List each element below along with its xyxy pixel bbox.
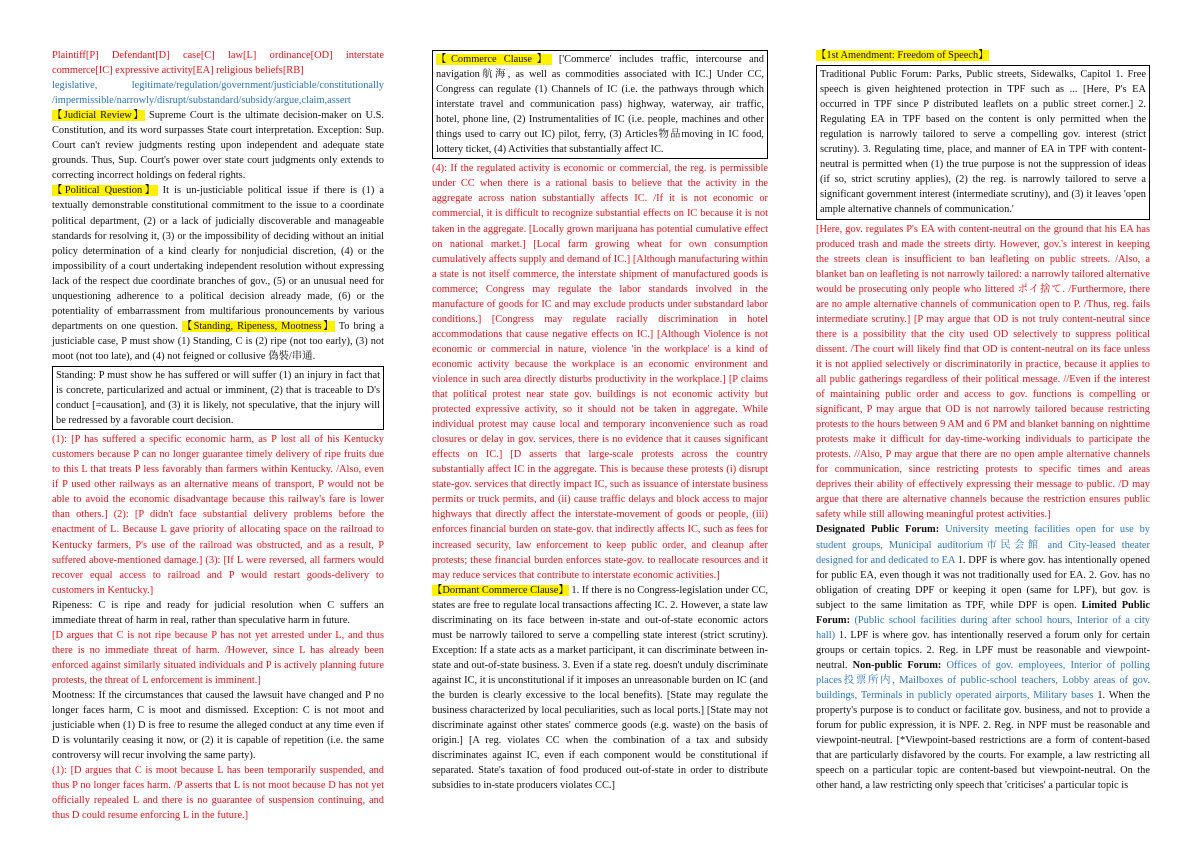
political-question-text: It is un-justiciable political issue if there is (1) a textually demonstrable constitutional commitment to the issue to a coordinate political department, (2) or a lack of judicially discoverable and manageable standards for resolving it, (3) or the impossibility of deciding without an initial policy determination of a kind clearly for nonjudicial discretion, (4) or the impossibility of a court undertaking independent resolution without expressing lack of the respect due coordinate branches of gov., (5) or an unusual need for unquestioning adherence to a political decision already made, (6) or the potentiality of embarrassment from multifarious pronouncements by various departments on one question. [52,185,384,332]
lpf-text: 1. LPF is where gov. has intentionally reserved a forum only for certain groups or certain topics. 2. Reg. in LPF must be reasonable and viewpoint-neutral. [816,629,1150,671]
npf-examples: Offices of gov. employees, Interior of polling places投票所内, Mailboxes of public-school teachers, Lobby areas of gov. buildings, Terminals in publicly operated airports, Military bases [816,659,1150,701]
column-1 [52,48,384,823]
tpf-box: Traditional Public Forum: Parks, Public streets, Sidewalks, Capitol 1. Free speech is given heightened protection in TPF such as ... [Here, P's EA occurred in TPF since P distributed leaflets on a public street corner.] 2. Regulating EA in TPF based on the content is only permitted when the regulation is narrowly tailored to serve a compelling gov. interest (strict scrutiny). 3. Regulating time, place, and manner of EA in TPF with content-neutral is permitted when (1) the true purpose is not the suppression of ideas (if so, strict scrutiny applies), (2) the reg. is narrowly tailored to serve a significant government interest (intermediate scrutiny), and (3) it leaves 'open ample alternative channels of communication.' [816,65,1150,219]
standing-title: 【Standing, Ripeness, Mootness】 [181,320,335,332]
column-2 [432,48,768,793]
standing-text: To bring a justiciable case, P must show (1) Standing, C is (2) ripe (not too early), (3) not moot (not too late), and (4) not feigned or collusive 偽裝/串通. [52,320,384,362]
dpf-title: Designated Public Forum: [816,524,940,536]
npf-title: Non-public Forum: [852,659,942,671]
mootness-text: Mootness: If the circumstances that caused the lawsuit have changed and P no longer faces harm, C is moot and dismissed. Exception: C is not moot and justiciable when (1) D is free to resume the alleged conduct at any time even if D is voluntarily ceasing it now, or (2) it is capable of repetition (i.e. the same controversy will recur involving the same party). [52,689,384,762]
legend-red: Plaintiff[P] Defendant[D] case[C] law[L] ordinance[OD] interstate commerce[IC] expressive activity[EA] religious beliefs[RB] [52,50,384,77]
judicial-review-text: Supreme Court is the ultimate decision-maker on U.S. Constitution, and its word surpasses State court interpretation. Exception: Sup. Court can't review judgments resting upon independent and adequate state grounds. Thus, Sup. Court's power over state court judgments only extends to correcting incorrect holdings on federal rights. [52,110,384,182]
political-question-paragraph [52,183,384,364]
commerce-analysis: (4): If the regulated activity is economic or commercial, the reg. is permissible under CC when there is a rational basis to believe that the activity in the aggregate across nation substantially affects IC. /If it is not economic or commercial, it is difficult to recognize substantial effects on IC because it is not taken in the aggregate. [Locally grown marijuana has potential cumulative effect on national market.] [Local farm growing wheat for own consumption cumulatively affects supply and demand of IC.] [Although manufacturing within a state is not itself commerce, the interstate shipment of manufactured goods is commerce; Congress may regulate the labor standards involved in the manufacture of goods for IC and may exclude products under substandard labor conditions.] [Congress may regulate racially discrimination in hotel accommodations that cause negative effects on IC.] [Although Violence is not economic or commercial in nature, violence 'in the workplace' is a kind of economic activity because the workplace is an economic environment and violence in such area directly disturbs productivity in the workplace.] [P claims that political protest near state gov. buildings is not economic activity but protected expressive activity, so it should not be taken in aggregate. While individual protest may cause local and temporary inconvenience such as road closures or delay in gov. services, there is no evidence that it causes significant effects on IC.] [D asserts that large-scale protests across the country substantially affect IC in the aggregate. This is because these protests (i) disrupt state-gov. services that directly impact IC, such as issuance of interstate business permits or truck permits, and (ii) cause traffic delays and block access to major highways that directly affect the interstate-movement of goods or people, (iii) enforces financial burden on state-gov. that indirectly affects IC, such as fees for increased security, law enforcement to keep public order, and cleanup after protests; these financial burden enforces state-gov. to reallocate resources and it may reduce services that contribute to interstate economic activities.] [432,163,768,581]
lpf-title: Limited Public Forum: [816,599,1150,626]
political-question-title: 【Political Question】 [52,185,158,197]
column-3 [816,48,1150,793]
commerce-box [432,50,768,159]
commerce-text: ['Commerce' includes traffic, intercourse and navigation航海, as well as commodities associated with IC.] Under CC, Congress can regulate (1) Channels of IC (i.e. the pathways through which interstate travel and communication pass) highway, waterway, air traffic, hotel, phone line, (2) Instrumentalities of IC (i.e. people, machines and other things used to carry out IC) pilot, ferry, (3) Articles物品moving in IC food, lottery ticket, (4) Activities that substantially affect IC. [436,54,764,156]
standing-box: Standing: P must show he has suffered or will suffer (1) an injury in fact that is concrete, particularized and actual or imminent, (2) that is traceable to D's conduct [=causation], and (3) it is likely, not speculative, that the injury will be redressed by a favorable court decision. [52,366,384,430]
npf-text: 1. When the property's purpose is to conduct or facilitate gov. business, and not to provide a forum for public expression, it is NPF. 2. Reg. in NPF must be reasonable and viewpoint-neutral. [*Viewpoint-based restrictions are a form of content-based that are particularly disfavored by the courts. For example, a law restricting all speech on a particular topic are content-based but viewpoint-neutral. On the other hand, a law restricting only speech that 'criticises' a particular topic is [816,689,1150,792]
lpf-examples: (Public school facilities during after school hours, Interior of a city hall) [816,614,1150,641]
ripeness-text: Ripeness: C is ripe and ready for judicial resolution when C suffers an immediate threat of harm in real, rather than speculative harm in future. [52,599,384,626]
tpf-analysis: [Here, gov. regulates P's EA with content-neutral on the ground that his EA has produced trash and made the streets dirty. However, gov.'s interest in keeping the streets clean is insufficient to ban leafleting on public streets. /Also, a blanket ban on leafleting is not narrowly tailored: a narrowly tailored alternative would be prosecuting only people who littered ポイ捨て. /Furthermore, there are no ample alternative channels of communication open to P. /Thus, reg. fails intermediate scrutiny.] [P may argue that OD is not truly content-neutral since there is a possibility that the city used OD selectively to suppress political dissent. /The court will likely find that OD is content-neutral on its face unless it is not applied selectively or discriminatorily in practice, because it applies to all public gatherings regardless of their political message. //Even if the interest of maintaining public order and access to gov. functions is compelling or significant, P may argue that OD is not narrowly tailored because restricting protests to the hours between 9 AM and 6 PM and blanket banning on nighttime protests make it difficult for day-time-working individuals to participate the protests. //Also, P may argue that there are no open ample alternative channels for communication, since restricting protests to specific times and areas deprives their ability of effectively expressing their message to public. /D may argue that there are alternative channels because the restriction ensures public safety while still allowing meaningful protest activities.] [816,223,1150,521]
judicial-review-paragraph [52,108,384,183]
ripeness-analysis: [D argues that C is not ripe because P has not yet arrested under L, and thus there is no immediate threat of harm. /However, since L has already been enforced against similarly situated individuals and P is actively planning future protests, the threat of L enforcement is imminent.] [52,629,384,686]
judicial-review-title: 【Judicial Review】 [52,110,145,122]
dormant-title: 【Dormant Commerce Clause】 [432,584,569,596]
dormant-paragraph [432,583,768,794]
forums-paragraph [816,522,1150,793]
dpf-text: 1. DPF is where gov. has intentionally opened for public EA, even though it was not traditionally used for EA. 2. Gov. has no obligation of creating DPF or keeping it open (same for LPF), but gov. is subject to the same limitation as TPF, while DPF is open. [816,554,1150,611]
amendment-title: 【1st Amendment: Freedom of Speech】 [816,50,989,61]
commerce-title: 【Commerce Clause】 [436,54,552,65]
mootness-analysis: (1): [D argues that C is moot because L has been temporarily suspended, and thus P no longer faces harm. /P asserts that L is not moot because D has not yet officially repealed L and there is no guarantee of suspension continuing, and thus D could resume enforcing L in the future.] [52,765,384,822]
dormant-text: 1. If there is no Congress-legislation under CC, states are free to regulate local transactions affecting IC. 2. However, a state law discriminating on its face between in-state and out-of-state economic actors must be narrowly tailored to serve a compelling state interest (strict scrutiny). Exception: If a state acts as a market participant, it can discriminate between in-state and out-of-state business. 3. Even if a state reg. doesn't unduly discriminate against IC, it is unconstitutional if it imposes an unreasonable burden on IC (and the burden is clearly excessive to the local benefits). [State may regulate the business characterized by local peculiarities, such as local ports.] [State may not discriminate against other states' commerce goods (e.g. waste) on the basis of origin.] [A reg. violates CC when the combination of a tax and subsidy discriminates against IC, even if each component would be constitutional if separated. State's taxation of food produced out-of-state in order to distribute subsidies to in-state producers violates CC.] [432,584,768,792]
legend-blue: legislative, legitimate/regulation/government/justiciable/constitutionally /impermissible/narrowly/disrupt/substandard/subsidy/argue,claim,assert [52,80,384,107]
dpf-examples: University meeting facilities open for use by student groups, Municipal auditorium市民会館 and City-leased theater designed for and dedicated to EA [816,524,1150,566]
standing-analysis: (1): [P has suffered a specific economic harm, as P lost all of his Kentucky customers because P can no longer guarantee timely delivery of ripe fruits due to this L that treats P less favorably than farmers within Kentucky. /Also, even if P used other railways as an alternative means of transport, P would not be able to avoid the economic disadvantage because this railway's fare is lower than others.] (2): [P didn't face substantial delivery problems before the enactment of L. Because L gave priority of allocating space on the railroad to Kentucky farmers, P's use of the railroad was obstructed, and as a result, P suffered above-mentioned damage.] (3): [If L were reversed, all farmers would recover equal access to railroad and P would restart goods-delivery to customers in Kentucky.] [52,434,384,596]
